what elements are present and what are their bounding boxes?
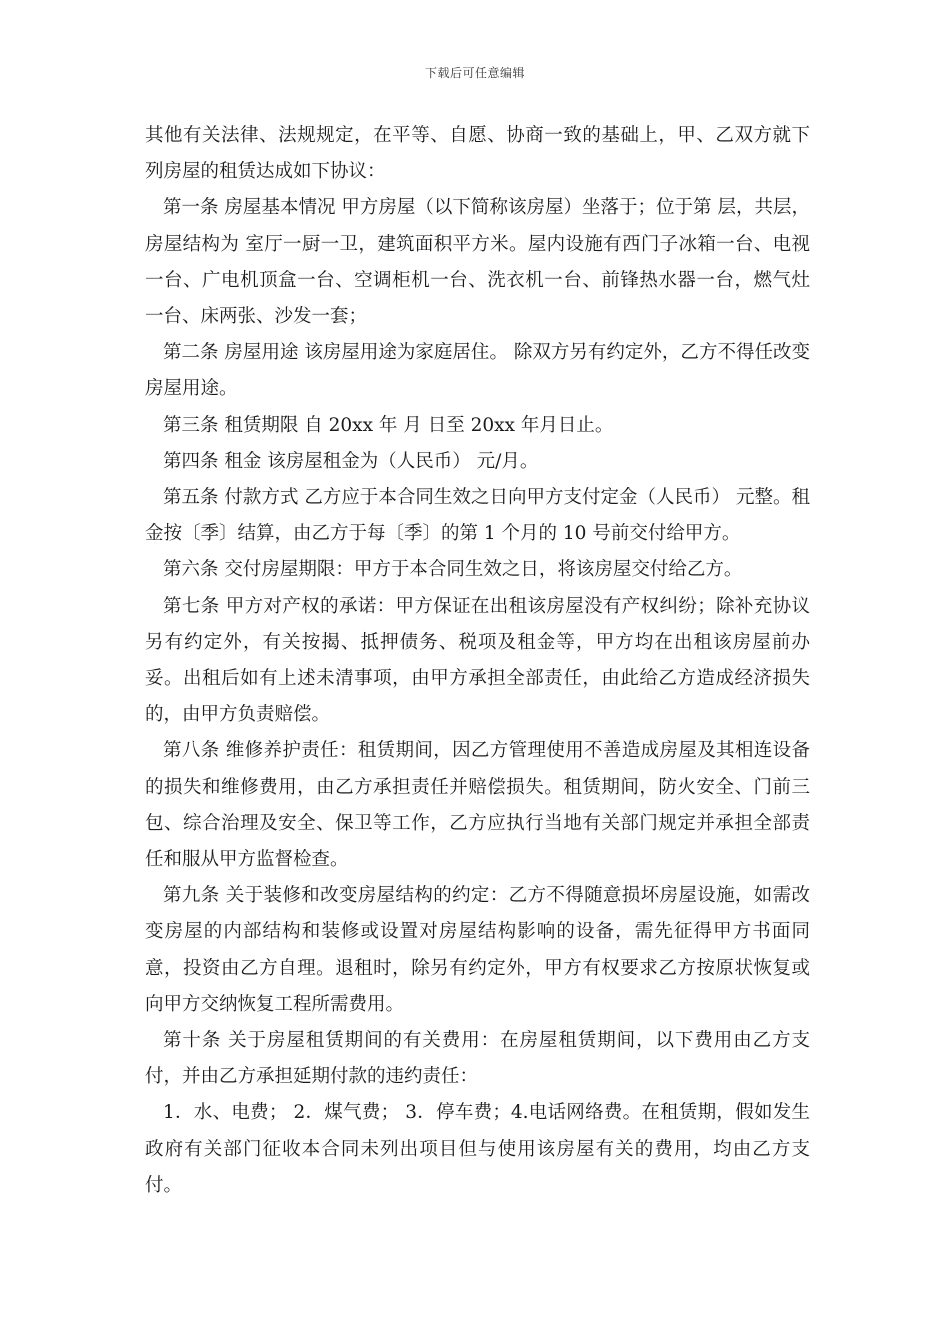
article-1-paragraph: 第一条 房屋基本情况 甲方房屋（以下简称该房屋）坐落于；位于第 层，共层，房屋结构为 室厅一厨一卫，建筑面积平方米。屋内设施有西门子冰箱一台、电视一台、广电机顶盒一台、空调柜机一台、洗衣机一台、前锋热水器一台，燃气灶一台、床两张、沙发一套； [145,197,810,328]
article-7-paragraph: 第七条 甲方对产权的承诺：甲方保证在出租该房屋没有产权纠纷；除补充协议另有约定外，有关按揭、抵押债务、税项及租金等，甲方均在出租该房屋前办妥。出租后如有上述未清事项，由甲方承担全部责任，由此给乙方造成经济损失的，由甲方负责赔偿。 [145,595,810,726]
article-10-paragraph: 第十条 关于房屋租赁期间的有关费用：在房屋租赁期间，以下费用由乙方支付，并由乙方承担延期付款的违约责任： [145,1030,810,1088]
intro-paragraph: 其他有关法律、法规规定，在平等、自愿、协商一致的基础上，甲、乙双方就下列房屋的租赁达成如下协议： [145,125,810,183]
fee-list-paragraph: 1．水、电费； 2．煤气费； 3．停车费；4.电话网络费。在租赁期，假如发生政府有关部门征收本合同未列出项目但与使用该房屋有关的费用，均由乙方支付。 [145,1102,810,1196]
article-2-paragraph: 第二条 房屋用途 该房屋用途为家庭居住。 除双方另有约定外，乙方不得任改变房屋用途。 [145,342,810,400]
article-8-paragraph: 第八条 维修养护责任：租赁期间，因乙方管理使用不善造成房屋及其相连设备的损失和维修费用，由乙方承担责任并赔偿损失。租赁期间，防火安全、门前三包、综合治理及安全、保卫等工作，乙方应执行当地有关部门规定并承担全部责任和服从甲方监督检查。 [145,740,810,871]
page-header: 下载后可任意编辑 [424,66,525,80]
article-5-paragraph: 第五条 付款方式 乙方应于本合同生效之日向甲方支付定金（人民币） 元整。租金按〔季〕结算，由乙方于每〔季〕的第 1 个月的 10 号前交付给甲方。 [145,487,810,545]
article-4-paragraph: 第四条 租金 该房屋租金为（人民币） 元/月。 [163,450,539,472]
article-9-paragraph: 第九条 关于装修和改变房屋结构的约定：乙方不得随意损坏房屋设施，如需改变房屋的内部结构和装修或设置对房屋结构影响的设备，需先征得甲方书面同意，投资由乙方自理。退租时，除另有约定外，甲方有权要求乙方按原状恢复或向甲方交纳恢复工程所需费用。 [145,885,810,1015]
article-6-paragraph: 第六条 交付房屋期限：甲方于本合同生效之日，将该房屋交付给乙方。 [163,559,743,581]
article-3-paragraph: 第三条 租赁期限 自 20xx 年 月 日至 20xx 年月日止。 [163,414,614,436]
document-body [145,118,810,1204]
